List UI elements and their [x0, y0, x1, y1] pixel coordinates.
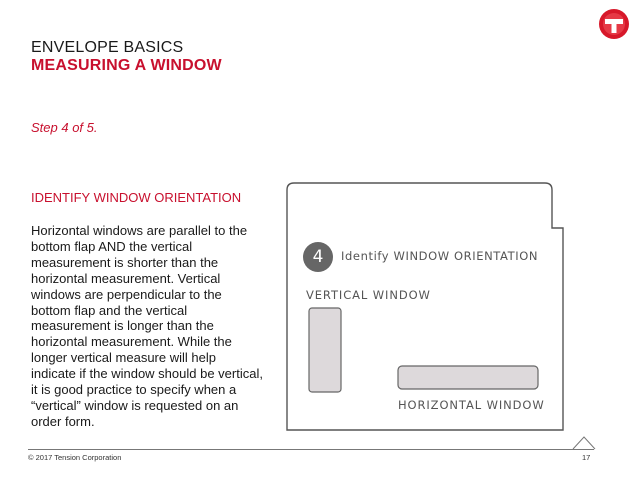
horizontal-window	[398, 366, 538, 389]
step-number-badge: 4	[303, 242, 333, 272]
diagram-step-title	[341, 249, 538, 263]
footer-notch	[573, 437, 595, 449]
page-title: ENVELOPE BASICS	[31, 39, 184, 56]
step-indicator: Step 4 of 5.	[31, 120, 98, 135]
footer-copyright: © 2017 Tension Corporation	[28, 453, 122, 462]
page-subtitle: MEASURING A WINDOW	[31, 57, 222, 74]
horizontal-window-label: HORIZONTAL WINDOW	[398, 398, 545, 412]
page-number: 17	[582, 453, 591, 462]
footer-divider	[28, 449, 594, 450]
step-title-prefix: Identify	[341, 249, 390, 263]
vertical-window	[309, 308, 341, 392]
step-title-main: WINDOW ORIENTATION	[393, 249, 539, 263]
envelope-outline	[287, 183, 563, 430]
section-title: IDENTIFY WINDOW ORIENTATION	[31, 190, 242, 205]
section-body: Horizontal windows are parallel to the bottom flap AND the vertical measurement is shorter than the horizontal measurement. Vertical windows are perpendicular to the bottom flap and the vertical measurement is longer than the horizontal measurement. While the longer vertical measure will help indicate if the window should be vertical, it is good practice to specify when a “vertical” window is requested on an order form.	[31, 223, 263, 429]
vertical-window-label: VERTICAL WINDOW	[306, 288, 431, 302]
